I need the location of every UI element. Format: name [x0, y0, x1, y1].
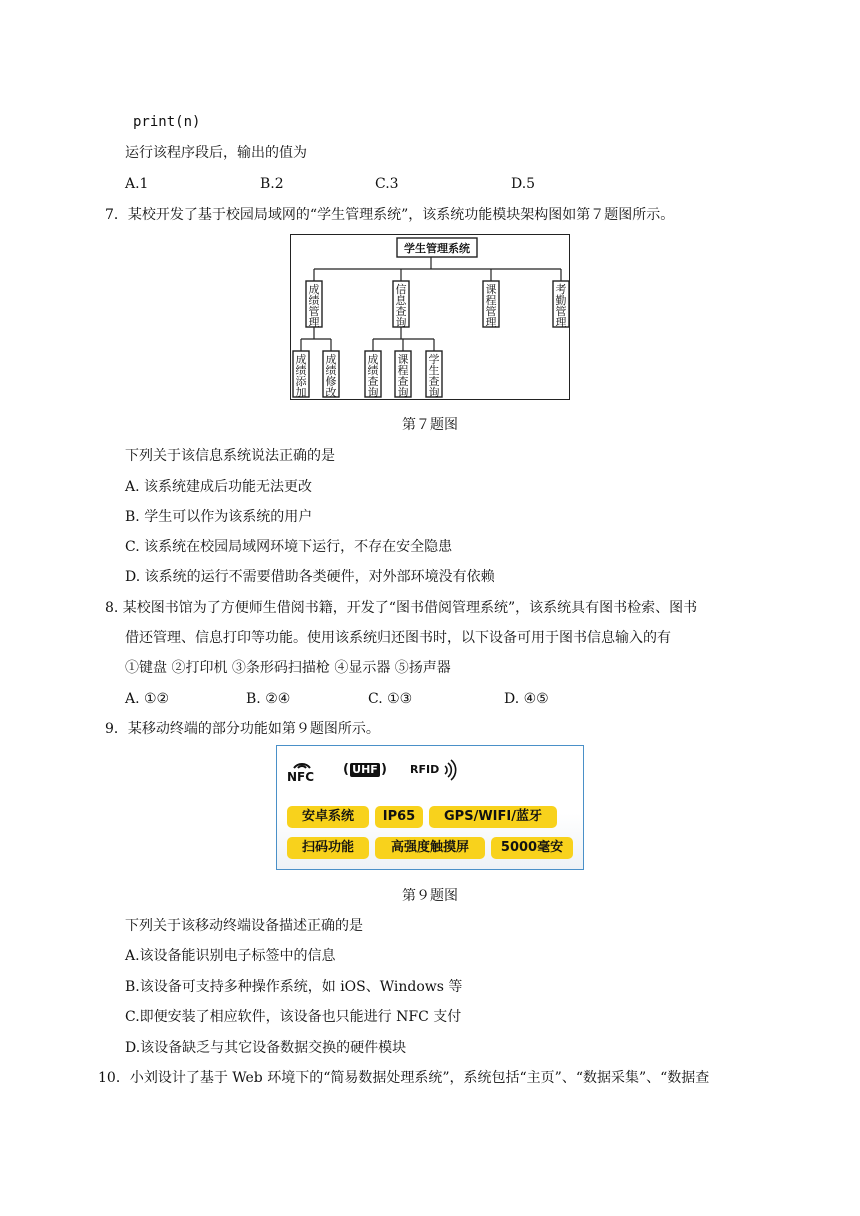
q9-question: 下列关于该移动终端设备描述正确的是	[125, 918, 363, 934]
level1-node-label: 成绩管理	[308, 283, 320, 329]
level1-node-label: 信息查询	[395, 283, 407, 329]
uhf-icon: ( UHF )	[343, 762, 387, 777]
q8-devices: ①键盘 ②打印机 ③条形码扫描枪 ④显示器 ⑤扬声器	[125, 660, 451, 676]
q7-option-b: B. 学生可以作为该系统的用户	[125, 509, 313, 525]
rfid-label: RFID	[410, 763, 440, 776]
query-sub-node-label: 学生查询	[428, 353, 440, 399]
nfc-wave-icon	[291, 756, 313, 770]
q7-question: 下列关于该信息系统说法正确的是	[125, 448, 335, 464]
query-sub-node-label: 课程查询	[397, 353, 409, 399]
q7-stem: 7．某校开发了基于校园局域网的“学生管理系统”，该系统功能模块架构图如第７题图所示。	[105, 207, 675, 223]
q7-option-a: A. 该系统建成后功能无法更改	[125, 479, 313, 495]
q9-option-c: C.即便安装了相应软件，该设备也只能进行 NFC 支付	[125, 1009, 462, 1025]
rfid-wave-icon	[443, 758, 457, 782]
q7-option-d: D. 该系统的运行不需要借助各类硬件，对外部环境没有依赖	[125, 569, 495, 585]
q6-option-a: A.1	[125, 176, 149, 192]
q8-option-a: A. ①②	[125, 691, 170, 707]
tag-scan: 扫码功能	[287, 837, 369, 859]
nfc-label: NFC	[287, 770, 315, 784]
tag-ip65: IP65	[375, 806, 423, 828]
q9-option-d: D.该设备缺乏与其它设备数据交换的硬件模块	[125, 1040, 407, 1056]
q6-option-d: D.5	[511, 176, 536, 192]
q8-option-b: B. ②④	[246, 691, 291, 707]
q8-option-d: D. ④⑤	[504, 691, 549, 707]
q7-architecture-diagram	[290, 234, 570, 400]
q9-stem: 9．某移动终端的部分功能如第９题图所示。	[105, 721, 380, 737]
q9-option-a: A.该设备能识别电子标签中的信息	[125, 948, 336, 964]
q8-stem-line1: 8. 某校图书馆为了方便师生借阅书籍，开发了“图书借阅管理系统”，该系统具有图书检索、图书	[105, 600, 698, 616]
q9-device-feature-image	[276, 745, 584, 870]
level1-node-label: 课程管理	[485, 283, 497, 329]
q6-stem: 运行该程序段后，输出的值为	[125, 145, 307, 161]
query-sub-node-label: 成绩查询	[367, 353, 379, 399]
q8-option-c: C. ①③	[368, 691, 413, 707]
tag-touchscreen: 高强度触摸屏	[375, 837, 485, 859]
q8-stem-line2: 借还管理、信息打印等功能。使用该系统归还图书时，以下设备可用于图书信息输入的有	[125, 630, 671, 646]
uhf-label: UHF	[350, 763, 380, 777]
code-line: print(n)	[133, 114, 201, 130]
q9-caption: 第９题图	[402, 888, 458, 904]
q6-option-b: B.2	[260, 176, 284, 192]
tag-android: 安卓系统	[287, 806, 369, 828]
q6-option-c: C.3	[375, 176, 399, 192]
q7-caption: 第７题图	[402, 417, 458, 433]
grade-sub-node-label: 成绩修改	[325, 353, 337, 399]
tag-battery: 5000毫安	[491, 837, 573, 859]
q7-option-c: C. 该系统在校园局域网环境下运行，不存在安全隐患	[125, 539, 453, 555]
level1-node-label: 考勤管理	[555, 283, 567, 329]
grade-sub-node-label: 成绩添加	[295, 353, 307, 399]
root-node-label: 学生管理系统	[404, 242, 470, 255]
q10-stem: 10．小刘设计了基于 Web 环境下的“简易数据处理系统”，系统包括“主页”、“数据采集”、“数据查	[98, 1070, 710, 1086]
q9-option-b: B.该设备可支持多种操作系统，如 iOS、Windows 等	[125, 979, 463, 995]
tag-gps-wifi-bt: GPS/WIFI/蓝牙	[429, 806, 557, 828]
